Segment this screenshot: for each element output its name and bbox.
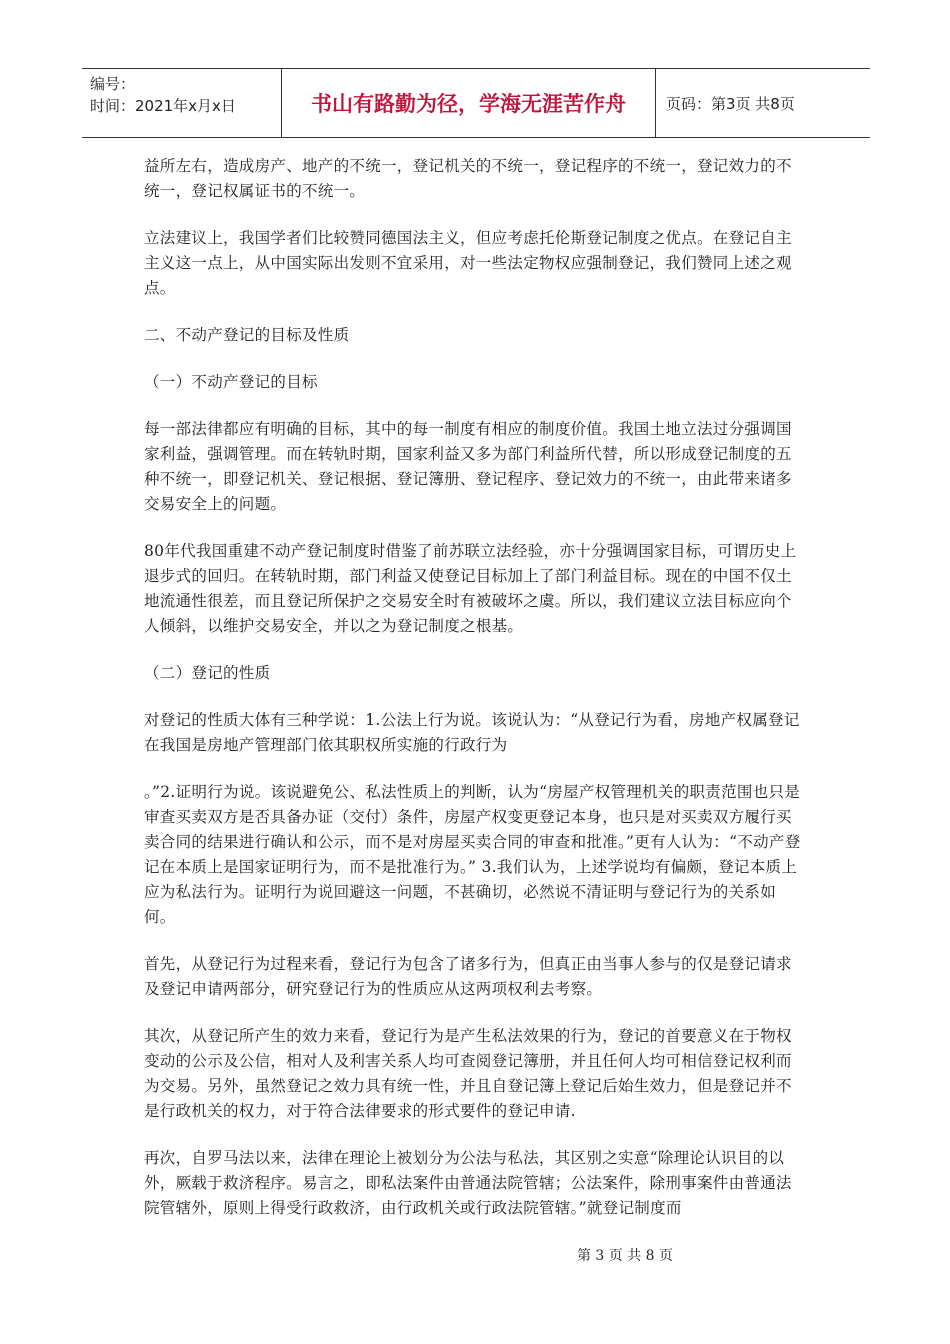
header-motto-cell <box>282 69 656 137</box>
paragraph: 立法建议上，我国学者们比较赞同德国法主义，但应考虑托伦斯登记制度之优点。在登记自主主义这一点上，从中国实际出发则不宜采用，对一些法定物权应强制登记，我们赞同上述之观点。 <box>144 229 792 297</box>
motto: 书山有路勤为径，学海无涯苦作舟 <box>311 92 626 116</box>
header-page-cell <box>656 69 870 137</box>
paragraph: 益所左右，造成房产、地产的不统一，登记机关的不统一，登记程序的不统一，登记效力的不统一，登记权属证书的不统一。 <box>144 157 792 200</box>
paragraph: 80年代我国重建不动产登记制度时借鉴了前苏联立法经验，亦十分强调国家目标，可谓历史上退步式的回归。在转轨时期，部门利益又使登记目标加上了部门利益目标。现在的中国不仅土地流通性很差，而且登记所保护之交易安全时有被破坏之虞。所以，我们建议立法目标应向个人倾斜，以维护交易安全，并以之为登记制度之根基。 <box>144 542 797 635</box>
page-header <box>82 68 870 138</box>
paragraph: 对登记的性质大体有三种学说：1.公法上行为说。该说认为：“从登记行为看，房地产权属登记在我国是房地产管理部门依其职权所实施的行政行为 <box>144 711 800 754</box>
page-footer: 第 3 页 共 8 页 <box>576 1248 674 1264</box>
document-body <box>144 154 806 1243</box>
date-label: 时间：2021年x月x日 <box>90 97 236 115</box>
subsection-heading: （一）不动产登记的目标 <box>144 373 318 391</box>
paragraph: 每一部法律都应有明确的目标，其中的每一制度有相应的制度价值。我国土地立法过分强调国家利益，强调管理。而在转轨时期，国家利益又多为部门利益所代替，所以形成登记制度的五种不统一，即登记机关、登记根据、登记簿册、登记程序、登记效力的不统一，由此带来诸多交易安全上的问题。 <box>144 420 792 513</box>
header-meta <box>82 69 282 137</box>
section-heading: 二、不动产登记的目标及性质 <box>144 326 350 344</box>
paragraph: 再次，自罗马法以来，法律在理论上被划分为公法与私法，其区别之实意“除理论认识目的以外，厥载于救济程序。易言之，即私法案件由普通法院管辖；公法案件，除刑事案件由普通法院管辖外，原则上得受行政救济，由行政机关或行政法院管辖。”就登记制度而 <box>144 1149 792 1217</box>
page-label: 页码：第3页 共8页 <box>666 94 795 113</box>
number-label: 编号： <box>90 75 136 93</box>
paragraph: 其次，从登记所产生的效力来看，登记行为是产生私法效果的行为，登记的首要意义在于物权变动的公示及公信，相对人及利害关系人均可查阅登记簿册，并且任何人均可相信登记权利而为交易。另外，虽然登记之效力具有统一性，并且自登记簿上登记后始生效力，但是登记并不是行政机关的权力，对于符合法律要求的形式要件的登记申请. <box>144 1027 792 1120</box>
subsection-heading: （二）登记的性质 <box>144 664 271 682</box>
paragraph: 首先，从登记行为过程来看，登记行为包含了诸多行为，但真正由当事人参与的仅是登记请求及登记申请两部分，研究登记行为的性质应从这两项权利去考察。 <box>144 955 792 998</box>
paragraph: 。”2.证明行为说。该说避免公、私法性质上的判断，认为“房屋产权管理机关的职责范围也只是审查买卖双方是否具备办证（交付）条件，房屋产权变更登记本身，也只是对买卖双方履行买卖合同的结果进行确认和公示，而不是对房屋买卖合同的审查和批准。”更有人认为：“不动产登记在本质上是国家证明行为，而不是批准行为。” 3.我们认为，上述学说均有偏颇，登记本质上应为私法行为。证明行为说回避这一问题，不甚确切，必然说不清证明与登记行为的关系如何。 <box>144 783 801 926</box>
